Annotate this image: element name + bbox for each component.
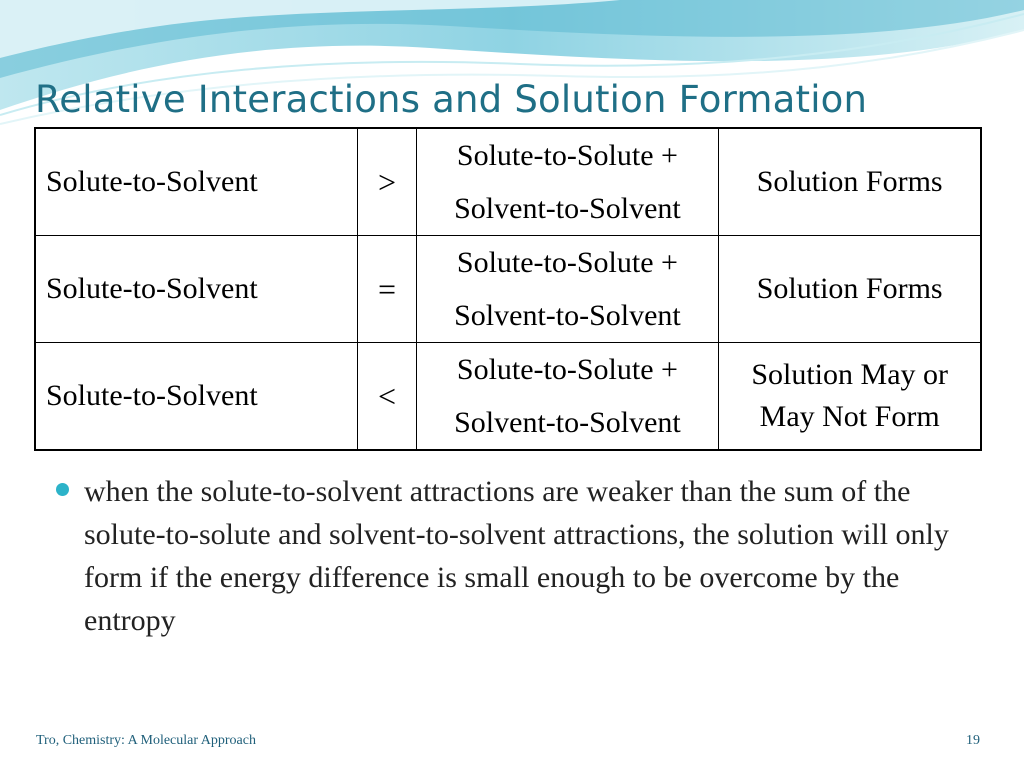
bullet-item: [56, 470, 986, 642]
page-number: 19: [966, 733, 980, 748]
right-term-line: Solvent-to-Solvent: [454, 299, 681, 332]
right-term-cell: [416, 343, 719, 451]
right-term-line: Solute-to-Solute +: [456, 246, 678, 279]
right-term-line: Solvent-to-Solvent: [454, 406, 681, 439]
relation-cell: =: [358, 236, 416, 343]
interaction-comparison-table: [34, 127, 982, 451]
result-cell: Solution Forms: [719, 236, 981, 343]
table-row: [35, 236, 981, 343]
left-term-cell: Solute-to-Solvent: [35, 128, 358, 236]
bullet-text: when the solute-to-solvent attractions are weaker than the sum of the solute-to-solute and solvent-to-solvent attractions, the solution will only form if the energy difference is small enough to be overcome by the entropy: [84, 475, 949, 637]
result-cell: [719, 343, 981, 451]
relation-cell: >: [358, 128, 416, 236]
right-term-cell: [416, 128, 719, 236]
relation-cell: <: [358, 343, 416, 451]
bullet-icon: [56, 483, 69, 496]
slide-title: Relative Interactions and Solution Formation: [35, 78, 868, 121]
right-term-line: Solute-to-Solute +: [456, 353, 678, 386]
right-term-cell: [416, 236, 719, 343]
result-line: Solution May or: [751, 358, 948, 391]
bullet-list: [56, 470, 986, 642]
left-term-cell: Solute-to-Solvent: [35, 236, 358, 343]
right-term-line: Solute-to-Solute +: [456, 139, 678, 172]
table-row: [35, 343, 981, 451]
footer-source: Tro, Chemistry: A Molecular Approach: [36, 733, 256, 748]
right-term-line: Solvent-to-Solvent: [454, 192, 681, 225]
result-cell: Solution Forms: [719, 128, 981, 236]
table-row: [35, 128, 981, 236]
left-term-cell: Solute-to-Solvent: [35, 343, 358, 451]
result-line: May Not Form: [759, 400, 940, 433]
